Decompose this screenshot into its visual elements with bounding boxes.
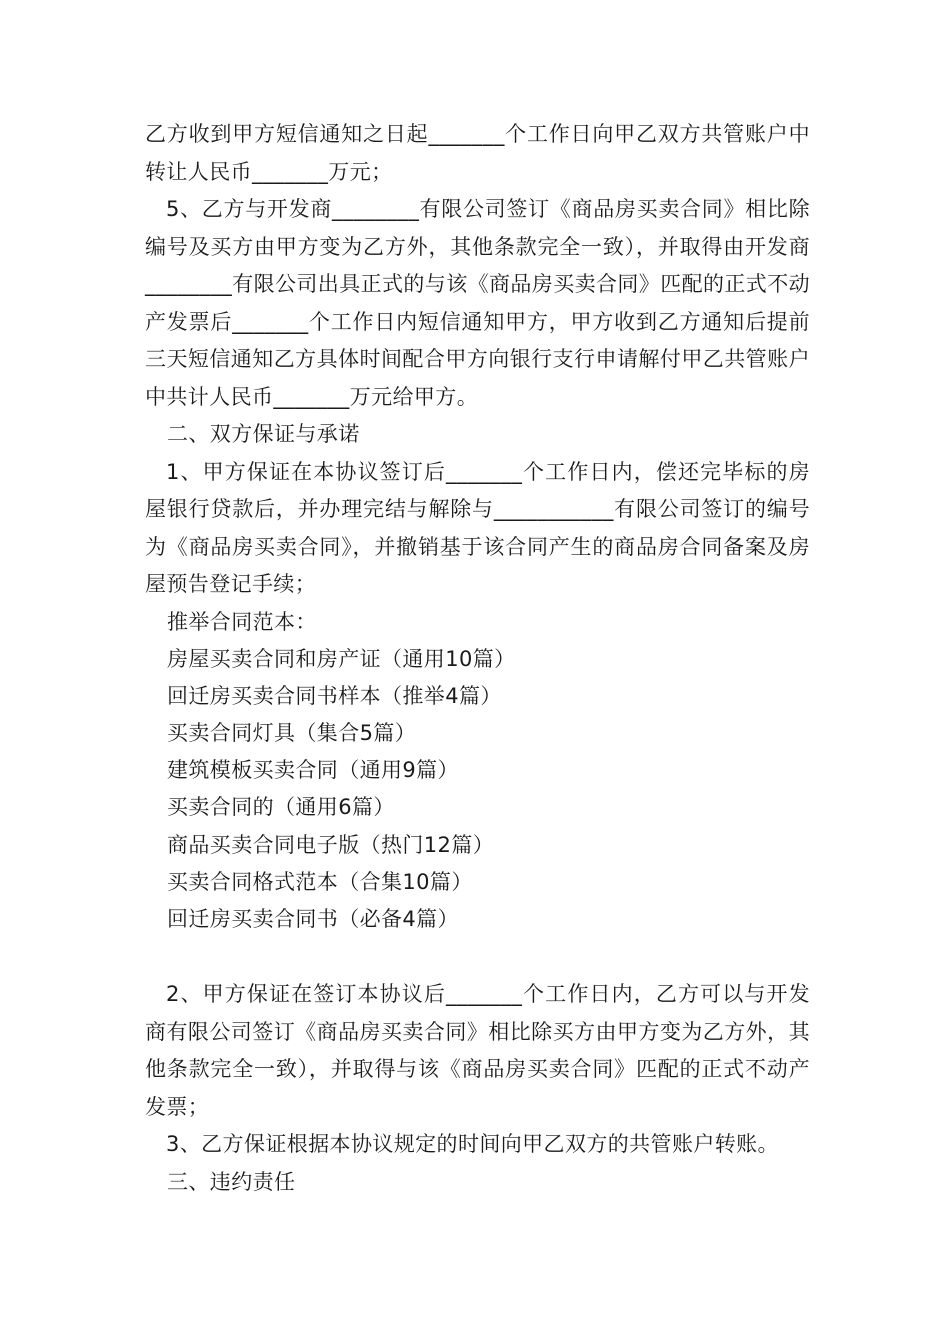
- recommended-template-link[interactable]: 商品买卖合同电子版（热门12篇）: [167, 832, 495, 857]
- paragraph-guarantee-1: 1、甲方保证在本协议签订后_______个工作日内，偿还完毕标的房屋银行贷款后，并办理完结与解除与___________有限公司签订的编号为《商品房买卖合同》，并撤销基于该合同产生的商品房合同备案及房屋预告登记手续；: [145, 459, 810, 596]
- recommended-template-link[interactable]: 建筑模板买卖合同（通用9篇）: [167, 758, 459, 783]
- recommended-template-link[interactable]: 买卖合同灯具（集合5篇）: [167, 720, 417, 745]
- paragraph-transfer-notice: 乙方收到甲方短信通知之日起_______个工作日向甲乙双方共管账户中转让人民币_______万元；: [145, 122, 810, 184]
- section-heading-guarantees: 二、双方保证与承诺: [167, 422, 360, 446]
- paragraph-guarantee-2: 2、甲方保证在签订本协议后_______个工作日内，乙方可以与开发商有限公司签订《商品房买卖合同》相比除买方由甲方变为乙方外，其他条款完全一致），并取得与该《商品房买卖合同》匹配的正式不动产发票；: [145, 982, 810, 1119]
- recommended-template-link[interactable]: 房屋买卖合同和房产证（通用10篇）: [167, 646, 516, 671]
- recommended-templates-title: 推举合同范本：: [167, 609, 317, 634]
- recommended-template-link[interactable]: 回迁房买卖合同书（必备4篇）: [167, 906, 459, 931]
- recommended-templates-list: [145, 641, 810, 939]
- section-heading-liability: 三、违约责任: [167, 1169, 296, 1194]
- paragraph-guarantee-3: 3、乙方保证根据本协议规定的时间向甲乙双方的共管账户转账。: [166, 1132, 779, 1157]
- recommended-template-link[interactable]: 买卖合同的（通用6篇）: [167, 795, 395, 820]
- recommended-template-link[interactable]: 买卖合同格式范本（合集10篇）: [167, 869, 473, 894]
- paragraph-clause-5: 5、乙方与开发商________有限公司签订《商品房买卖合同》相比除编号及买方由甲方变为乙方外，其他条款完全一致），并取得由开发商________有限公司出具正式的与该《商品房买卖合同》匹配的正式不动产发票后_______个工作日内短信通知甲方，甲方收到乙方通知后提前三天短信通知乙方具体时间配合甲方向银行支行申请解付甲乙共管账户中共计人民币_______万元给甲方。: [145, 197, 810, 409]
- recommended-template-link[interactable]: 回迁房买卖合同书样本（推举4篇）: [167, 683, 502, 708]
- blank-line: [145, 938, 810, 976]
- document-body: [145, 116, 810, 1201]
